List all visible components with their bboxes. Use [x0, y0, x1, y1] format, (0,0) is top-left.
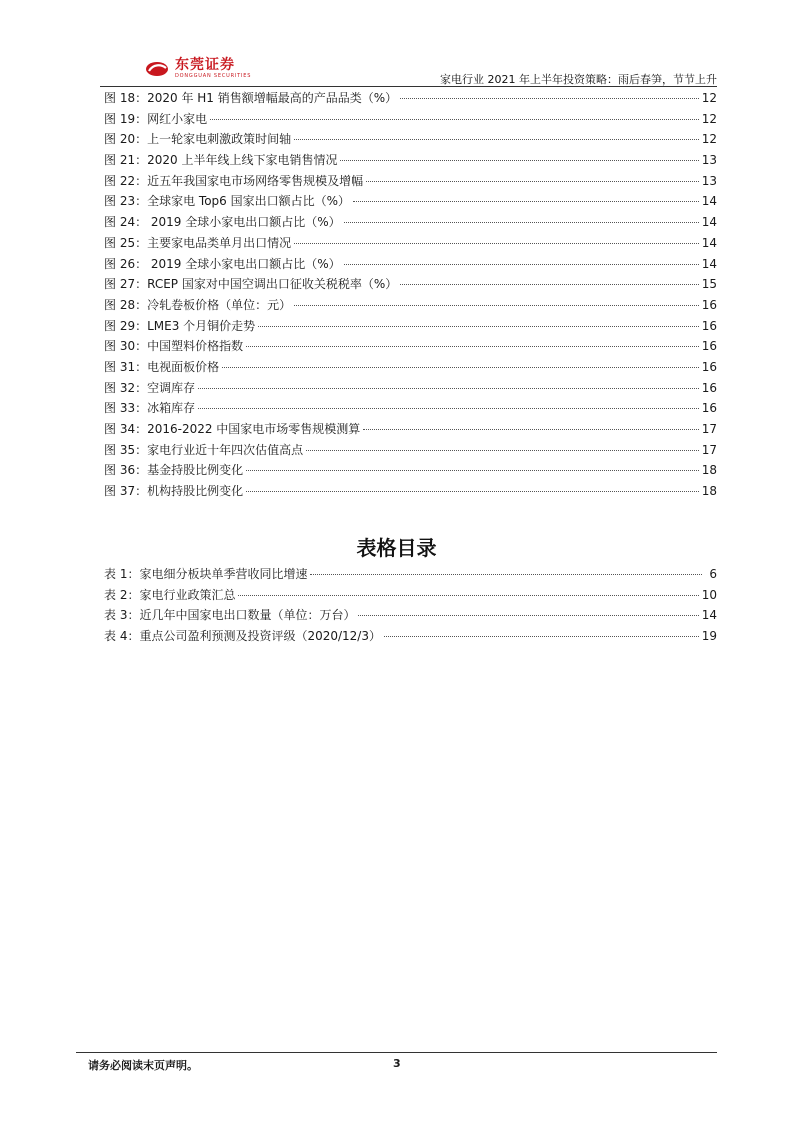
figure-toc-entry-label: 图 20：上一轮家电刺激政策时间轴	[104, 132, 292, 147]
figure-toc-entry-page: 13	[701, 153, 717, 168]
figure-toc-entry[interactable]	[104, 172, 717, 193]
dot-leader	[198, 408, 699, 409]
figure-toc-entry-label: 图 19：网红小家电	[104, 111, 208, 126]
dot-leader	[306, 450, 699, 451]
figure-toc-entry-page: 13	[701, 173, 717, 188]
figure-toc-entry[interactable]	[104, 296, 717, 317]
dot-leader	[246, 346, 699, 347]
dot-leader	[384, 636, 699, 637]
report-title: 家电行业 2021 年上半年投资策略：雨后春笋，节节上升	[440, 73, 717, 86]
figure-toc-entry-page: 17	[701, 422, 717, 436]
figure-toc-entry-label: 图 37：机构持股比例变化	[104, 484, 244, 499]
figure-toc-entry-label: 图 26： 2019 全球小家电出口额占比（%）	[104, 256, 341, 271]
figure-toc-entry-label: 图 28：冷轧卷板价格（单位：元）	[104, 297, 292, 312]
figure-toc-entry-page: 14	[701, 235, 717, 250]
table-toc-entry-label: 表 4：重点公司盈利预测及投资评级（2020/12/3）	[104, 629, 381, 644]
dot-leader	[222, 367, 699, 368]
figure-toc-entry-page: 18	[701, 463, 717, 478]
page-number: 3	[393, 1057, 401, 1070]
table-index-list	[104, 565, 717, 648]
table-toc-entry-page: 19	[701, 629, 717, 644]
figure-toc-entry-page: 16	[701, 359, 717, 374]
dot-leader	[363, 429, 698, 430]
figure-toc-entry[interactable]	[104, 213, 717, 234]
figure-toc-entry[interactable]	[104, 234, 717, 255]
figure-toc-entry-page: 15	[701, 277, 717, 292]
dot-leader	[294, 139, 699, 140]
figure-toc-entry[interactable]	[104, 275, 717, 296]
figure-toc-entry-label: 图 18：2020 年 H1 销售额增幅最高的产品品类（%）	[104, 91, 398, 105]
table-toc-entry-label: 表 2：家电行业政策汇总	[104, 587, 236, 602]
figure-toc-entry-page: 14	[701, 215, 717, 230]
tables-index-heading: 表格目录	[356, 536, 437, 560]
figure-toc-entry-page: 14	[701, 194, 717, 209]
figure-toc-entry-label: 图 33：冰箱库存	[104, 401, 196, 416]
dot-leader	[358, 615, 698, 616]
logo-english-name: DONGGUAN SECURITIES	[175, 73, 252, 79]
dot-leader	[210, 119, 699, 120]
figure-toc-entry-label: 图 27：RCEP 国家对中国空调出口征收关税税率（%）	[104, 277, 398, 292]
dot-leader	[198, 388, 699, 389]
footer-divider	[76, 1052, 717, 1053]
dot-leader	[344, 264, 699, 265]
figure-toc-entry-page: 16	[701, 380, 717, 395]
figure-toc-entry[interactable]	[104, 399, 717, 420]
figure-toc-entry-label: 图 23：全球家电 Top6 国家出口额占比（%）	[104, 194, 351, 209]
figure-toc-entry-page: 18	[701, 484, 717, 499]
dot-leader	[340, 160, 698, 161]
table-toc-entry-label: 表 1：家电细分板块单季营收同比增速	[104, 567, 308, 581]
figure-toc-entry-label: 图 30：中国塑料价格指数	[104, 339, 244, 354]
figure-toc-entry-label: 图 34：2016-2022 中国家电市场零售规模测算	[104, 422, 361, 436]
figure-toc-entry-label: 图 32：空调库存	[104, 380, 196, 395]
figure-index-list	[104, 89, 717, 503]
figure-toc-entry[interactable]	[104, 461, 717, 482]
table-toc-entry-page: 10	[701, 587, 717, 602]
dot-leader	[310, 574, 702, 575]
table-toc-entry[interactable]	[104, 565, 717, 586]
brand-swoosh-icon	[145, 60, 169, 78]
table-toc-entry-label: 表 3：近几年中国家电出口数量（单位：万台）	[104, 608, 356, 623]
figure-toc-entry-page: 17	[701, 442, 717, 457]
dot-leader	[344, 222, 699, 223]
logo-chinese-name: 东莞证券	[175, 57, 235, 73]
table-toc-entry-page: 6	[709, 567, 717, 581]
figure-toc-entry-page: 16	[701, 401, 717, 416]
figure-toc-entry-label: 图 31：电视面板价格	[104, 359, 220, 374]
figure-toc-entry[interactable]	[104, 337, 717, 358]
table-toc-entry[interactable]	[104, 627, 717, 648]
figure-toc-entry-label: 图 25：主要家电品类单月出口情况	[104, 235, 292, 250]
figure-toc-entry-page: 12	[701, 111, 717, 126]
company-logo	[145, 58, 251, 79]
figure-toc-entry-page: 16	[701, 339, 717, 354]
figure-toc-entry-page: 12	[701, 91, 717, 105]
figure-toc-entry[interactable]	[104, 110, 717, 131]
dot-leader	[238, 595, 698, 596]
figure-toc-entry[interactable]	[104, 192, 717, 213]
figure-toc-entry-label: 图 36：基金持股比例变化	[104, 463, 244, 478]
table-toc-entry-page: 14	[701, 608, 717, 623]
table-toc-entry[interactable]	[104, 606, 717, 627]
figure-toc-entry[interactable]	[104, 255, 717, 276]
figure-toc-entry[interactable]	[104, 89, 717, 110]
figure-toc-entry[interactable]	[104, 151, 717, 172]
figure-toc-entry[interactable]	[104, 441, 717, 462]
footer-disclaimer: 请务必阅读末页声明。	[88, 1059, 198, 1072]
figure-toc-entry-label: 图 21：2020 上半年线上线下家电销售情况	[104, 153, 338, 168]
figure-toc-entry[interactable]	[104, 482, 717, 503]
dot-leader	[353, 201, 699, 202]
page-header	[0, 0, 793, 100]
header-divider	[100, 86, 717, 87]
figure-toc-entry[interactable]	[104, 130, 717, 151]
figure-toc-entry-label: 图 22：近五年我国家电市场网络零售规模及增幅	[104, 173, 364, 188]
figure-toc-entry[interactable]	[104, 379, 717, 400]
figure-toc-entry[interactable]	[104, 358, 717, 379]
dot-leader	[400, 98, 699, 99]
dot-leader	[246, 491, 699, 492]
dot-leader	[400, 284, 698, 285]
figure-toc-entry-page: 14	[701, 256, 717, 271]
dot-leader	[258, 326, 699, 327]
dot-leader	[246, 470, 699, 471]
figure-toc-entry-page: 16	[701, 318, 717, 333]
dot-leader	[294, 305, 699, 306]
figure-toc-entry[interactable]	[104, 317, 717, 338]
table-toc-entry[interactable]	[104, 586, 717, 607]
figure-toc-entry-label: 图 24： 2019 全球小家电出口额占比（%）	[104, 215, 341, 230]
figure-toc-entry-page: 12	[701, 132, 717, 147]
figure-toc-entry-page: 16	[701, 297, 717, 312]
figure-toc-entry[interactable]	[104, 420, 717, 441]
figure-toc-entry-label: 图 35：家电行业近十年四次估值高点	[104, 442, 304, 457]
dot-leader	[294, 243, 699, 244]
figure-toc-entry-label: 图 29：LME3 个月铜价走势	[104, 318, 256, 333]
dot-leader	[366, 181, 699, 182]
